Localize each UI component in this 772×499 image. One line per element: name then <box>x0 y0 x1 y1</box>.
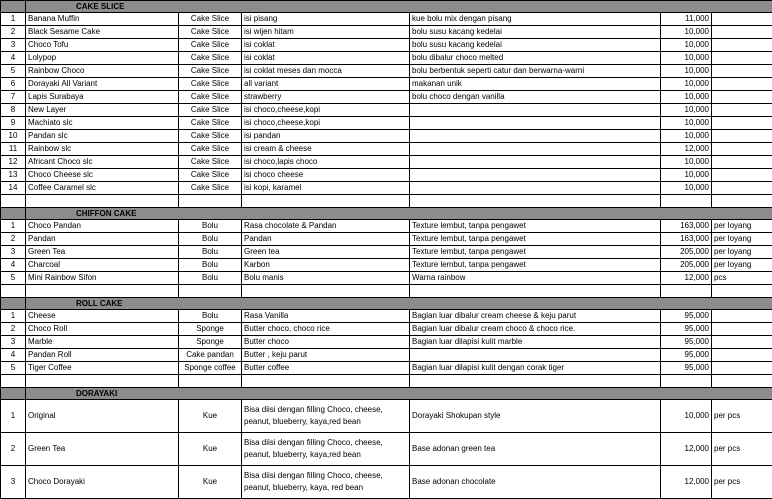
filling-cell: Bisa diisi dengan filling Choco, cheese, peanut, blueberry, kaya, red bean <box>242 466 410 499</box>
table-row <box>1 233 772 246</box>
unit-cell <box>712 323 772 336</box>
no-cell: 5 <box>1 65 26 78</box>
filling-cell: Rasa Vanilla <box>242 310 410 323</box>
description-cell: Texture lembut, tanpa pengawet <box>410 246 661 259</box>
name-cell: Africant Choco slc <box>26 156 179 169</box>
description-cell <box>410 130 661 143</box>
filling-cell: Butter , keju parut <box>242 349 410 362</box>
filling-cell: strawberry <box>242 91 410 104</box>
empty-cell <box>179 285 242 298</box>
name-cell: Choco Pandan <box>26 220 179 233</box>
section-header <box>1 298 772 310</box>
table-row <box>1 130 772 143</box>
filling-cell: isi pisang <box>242 13 410 26</box>
no-cell: 3 <box>1 336 26 349</box>
price-cell: 95,000 <box>661 362 712 375</box>
unit-cell <box>712 91 772 104</box>
price-cell: 205,000 <box>661 259 712 272</box>
name-cell: Original <box>26 400 179 433</box>
description-cell: bolu choco dengan vanilla <box>410 91 661 104</box>
price-cell: 10,000 <box>661 91 712 104</box>
unit-cell <box>712 26 772 39</box>
table-row <box>1 117 772 130</box>
no-cell: 12 <box>1 156 26 169</box>
menu-table-body <box>1 1 772 499</box>
category-cell: Cake Slice <box>179 13 242 26</box>
name-cell: Pandan Roll <box>26 349 179 362</box>
name-cell: Green Tea <box>26 246 179 259</box>
unit-cell: per loyang <box>712 233 772 246</box>
category-cell: Cake Slice <box>179 39 242 52</box>
price-cell: 95,000 <box>661 323 712 336</box>
blank-row <box>1 285 772 298</box>
empty-cell <box>179 375 242 388</box>
filling-cell: isi kopi, karamel <box>242 182 410 195</box>
filling-cell: isi cream & cheese <box>242 143 410 156</box>
name-cell: Pandan <box>26 233 179 246</box>
name-cell: New Layer <box>26 104 179 117</box>
empty-cell <box>661 375 712 388</box>
name-cell: Marble <box>26 336 179 349</box>
price-cell: 163,000 <box>661 220 712 233</box>
filling-cell: isi coklat meses dan mocca <box>242 65 410 78</box>
category-cell: Cake pandan <box>179 349 242 362</box>
category-cell: Cake Slice <box>179 78 242 91</box>
no-cell: 4 <box>1 52 26 65</box>
description-cell <box>410 117 661 130</box>
description-cell: Base adonan chocolate <box>410 466 661 499</box>
description-cell <box>410 104 661 117</box>
no-cell: 3 <box>1 39 26 52</box>
price-cell: 12,000 <box>661 272 712 285</box>
unit-cell <box>712 39 772 52</box>
filling-cell: isi pandan <box>242 130 410 143</box>
category-cell: Bolu <box>179 272 242 285</box>
price-cell: 10,000 <box>661 169 712 182</box>
description-cell: Dorayaki Shokupan style <box>410 400 661 433</box>
price-cell: 95,000 <box>661 349 712 362</box>
table-row <box>1 78 772 91</box>
unit-cell <box>712 117 772 130</box>
category-cell: Cake Slice <box>179 52 242 65</box>
no-cell: 5 <box>1 272 26 285</box>
unit-cell <box>712 13 772 26</box>
table-row <box>1 26 772 39</box>
name-cell: Rainbow Choco <box>26 65 179 78</box>
unit-cell: per pcs <box>712 433 772 466</box>
no-cell: 9 <box>1 117 26 130</box>
description-cell: Bagian luar dilapisi kulit dengan corak tiger <box>410 362 661 375</box>
unit-cell: per pcs <box>712 466 772 499</box>
filling-cell: Pandan <box>242 233 410 246</box>
description-cell: Bagian luar dibalur cream choco & choco rice. <box>410 323 661 336</box>
no-cell: 4 <box>1 259 26 272</box>
description-cell <box>410 143 661 156</box>
description-cell <box>410 169 661 182</box>
empty-cell <box>712 195 772 208</box>
category-cell: Bolu <box>179 310 242 323</box>
filling-cell: isi coklat <box>242 39 410 52</box>
table-row <box>1 13 772 26</box>
unit-cell <box>712 169 772 182</box>
name-cell: Choco Roll <box>26 323 179 336</box>
unit-cell <box>712 143 772 156</box>
no-cell: 13 <box>1 169 26 182</box>
price-cell: 10,000 <box>661 130 712 143</box>
section-header-spacer <box>1 388 26 400</box>
no-cell: 3 <box>1 466 26 499</box>
category-cell: Bolu <box>179 220 242 233</box>
no-cell: 2 <box>1 323 26 336</box>
category-cell: Bolu <box>179 233 242 246</box>
category-cell: Kue <box>179 433 242 466</box>
name-cell: Machiato slc <box>26 117 179 130</box>
name-cell: Rainbow slc <box>26 143 179 156</box>
no-cell: 14 <box>1 182 26 195</box>
name-cell: Charcoal <box>26 259 179 272</box>
no-cell: 11 <box>1 143 26 156</box>
price-cell: 10,000 <box>661 78 712 91</box>
empty-cell <box>242 285 410 298</box>
empty-cell <box>26 285 179 298</box>
unit-cell <box>712 156 772 169</box>
filling-cell: isi choco,cheese,kopi <box>242 104 410 117</box>
category-cell: Cake Slice <box>179 104 242 117</box>
name-cell: Choco Tofu <box>26 39 179 52</box>
category-cell: Sponge <box>179 336 242 349</box>
category-cell: Sponge <box>179 323 242 336</box>
filling-cell: Bolu manis <box>242 272 410 285</box>
category-cell: Kue <box>179 400 242 433</box>
description-cell: Texture lembut, tanpa pengawet <box>410 233 661 246</box>
unit-cell: per loyang <box>712 246 772 259</box>
filling-cell: isi choco,cheese,kopi <box>242 117 410 130</box>
empty-cell <box>410 195 661 208</box>
no-cell: 2 <box>1 433 26 466</box>
table-row <box>1 323 772 336</box>
unit-cell <box>712 310 772 323</box>
no-cell: 3 <box>1 246 26 259</box>
description-cell: Texture lembut, tanpa pengawet <box>410 220 661 233</box>
empty-cell <box>26 195 179 208</box>
category-cell: Sponge coffee <box>179 362 242 375</box>
unit-cell <box>712 349 772 362</box>
description-cell: bolu berbentuk seperti catur dan berwarna-warni <box>410 65 661 78</box>
table-row <box>1 310 772 323</box>
category-cell: Cake Slice <box>179 117 242 130</box>
description-cell: bolu susu kacang kedelai <box>410 39 661 52</box>
empty-cell <box>1 285 26 298</box>
no-cell: 10 <box>1 130 26 143</box>
empty-cell <box>712 375 772 388</box>
empty-cell <box>242 195 410 208</box>
unit-cell <box>712 52 772 65</box>
empty-cell <box>661 285 712 298</box>
section-header <box>1 1 772 13</box>
filling-cell: all variant <box>242 78 410 91</box>
price-cell: 10,000 <box>661 26 712 39</box>
filling-cell: Butter choco <box>242 336 410 349</box>
price-cell: 11,000 <box>661 13 712 26</box>
category-cell: Cake Slice <box>179 169 242 182</box>
price-cell: 10,000 <box>661 104 712 117</box>
table-row <box>1 169 772 182</box>
filling-cell: isi choco,lapis choco <box>242 156 410 169</box>
price-cell: 10,000 <box>661 400 712 433</box>
table-row <box>1 65 772 78</box>
name-cell: Choco Cheese slc <box>26 169 179 182</box>
no-cell: 1 <box>1 400 26 433</box>
category-cell: Cake Slice <box>179 26 242 39</box>
description-cell: bolu susu kacang kedelai <box>410 26 661 39</box>
blank-row <box>1 375 772 388</box>
unit-cell: pcs <box>712 272 772 285</box>
price-cell: 12,000 <box>661 143 712 156</box>
no-cell: 5 <box>1 362 26 375</box>
table-row <box>1 143 772 156</box>
category-cell: Bolu <box>179 246 242 259</box>
name-cell: Coffee Caramel slc <box>26 182 179 195</box>
table-row <box>1 246 772 259</box>
empty-cell <box>661 195 712 208</box>
filling-cell: Green tea <box>242 246 410 259</box>
unit-cell <box>712 362 772 375</box>
name-cell: Mini Rainbow Sifon <box>26 272 179 285</box>
section-header-spacer <box>1 208 26 220</box>
empty-cell <box>26 375 179 388</box>
category-cell: Cake Slice <box>179 91 242 104</box>
no-cell: 2 <box>1 233 26 246</box>
empty-cell <box>1 375 26 388</box>
empty-cell <box>410 285 661 298</box>
section-header <box>1 388 772 400</box>
no-cell: 2 <box>1 26 26 39</box>
table-row <box>1 433 772 466</box>
no-cell: 4 <box>1 349 26 362</box>
unit-cell: per pcs <box>712 400 772 433</box>
table-row <box>1 349 772 362</box>
category-cell: Bolu <box>179 259 242 272</box>
section-header <box>1 208 772 220</box>
table-row <box>1 362 772 375</box>
filling-cell: isi choco cheese <box>242 169 410 182</box>
price-cell: 10,000 <box>661 117 712 130</box>
price-cell: 10,000 <box>661 156 712 169</box>
description-cell: Texture lembut, tanpa pengawet <box>410 259 661 272</box>
table-row <box>1 91 772 104</box>
empty-cell <box>179 195 242 208</box>
no-cell: 8 <box>1 104 26 117</box>
name-cell: Cheese <box>26 310 179 323</box>
price-cell: 163,000 <box>661 233 712 246</box>
description-cell: Bagian luar dibalur cream cheese & keju parut <box>410 310 661 323</box>
unit-cell <box>712 336 772 349</box>
section-title: DORAYAKI <box>26 388 772 400</box>
table-row <box>1 182 772 195</box>
empty-cell <box>410 375 661 388</box>
filling-cell: Butter choco, choco rice <box>242 323 410 336</box>
price-cell: 10,000 <box>661 182 712 195</box>
category-cell: Cake Slice <box>179 130 242 143</box>
category-cell: Cake Slice <box>179 65 242 78</box>
table-row <box>1 220 772 233</box>
table-row <box>1 259 772 272</box>
unit-cell: per loyang <box>712 220 772 233</box>
description-cell <box>410 156 661 169</box>
price-cell: 205,000 <box>661 246 712 259</box>
description-cell: bolu dibalur choco melted <box>410 52 661 65</box>
filling-cell: Bisa diisi dengan filling Choco, cheese, peanut, blueberry, kaya,red bean <box>242 433 410 466</box>
table-row <box>1 156 772 169</box>
section-title: CHIFFON CAKE <box>26 208 772 220</box>
name-cell: Dorayaki All Variant <box>26 78 179 91</box>
filling-cell: Rasa chocolate & Pandan <box>242 220 410 233</box>
name-cell: Lapis Surabaya <box>26 91 179 104</box>
table-row <box>1 272 772 285</box>
no-cell: 7 <box>1 91 26 104</box>
price-cell: 10,000 <box>661 39 712 52</box>
no-cell: 1 <box>1 13 26 26</box>
unit-cell <box>712 182 772 195</box>
empty-cell <box>1 195 26 208</box>
description-cell <box>410 349 661 362</box>
price-cell: 10,000 <box>661 52 712 65</box>
no-cell: 6 <box>1 78 26 91</box>
description-cell: Base adonan green tea <box>410 433 661 466</box>
name-cell: Pandan slc <box>26 130 179 143</box>
description-cell: makanan unik <box>410 78 661 91</box>
table-row <box>1 466 772 499</box>
filling-cell: isi coklat <box>242 52 410 65</box>
section-title: CAKE SLICE <box>26 1 772 13</box>
name-cell: Tiger Coffee <box>26 362 179 375</box>
price-cell: 12,000 <box>661 466 712 499</box>
category-cell: Cake Slice <box>179 143 242 156</box>
unit-cell <box>712 104 772 117</box>
price-cell: 95,000 <box>661 336 712 349</box>
category-cell: Cake Slice <box>179 156 242 169</box>
no-cell: 1 <box>1 310 26 323</box>
filling-cell: isi wijen hitam <box>242 26 410 39</box>
unit-cell <box>712 130 772 143</box>
name-cell: Banana Muffin <box>26 13 179 26</box>
name-cell: Choco Dorayaki <box>26 466 179 499</box>
name-cell: Black Sesame Cake <box>26 26 179 39</box>
filling-cell: Karbon <box>242 259 410 272</box>
filling-cell: Bisa diisi dengan filling Choco, cheese, peanut, blueberry, kaya,red bean <box>242 400 410 433</box>
unit-cell: per loyang <box>712 259 772 272</box>
price-cell: 95,000 <box>661 310 712 323</box>
section-header-spacer <box>1 298 26 310</box>
category-cell: Kue <box>179 466 242 499</box>
table-row <box>1 104 772 117</box>
category-cell: Cake Slice <box>179 182 242 195</box>
description-cell: Bagian luar dilapisi kulit marble <box>410 336 661 349</box>
price-cell: 12,000 <box>661 433 712 466</box>
section-title: ROLL CAKE <box>26 298 772 310</box>
table-row <box>1 400 772 433</box>
section-header-spacer <box>1 1 26 13</box>
empty-cell <box>712 285 772 298</box>
unit-cell <box>712 65 772 78</box>
table-row <box>1 336 772 349</box>
no-cell: 1 <box>1 220 26 233</box>
description-cell <box>410 182 661 195</box>
price-cell: 10,000 <box>661 65 712 78</box>
table-row <box>1 39 772 52</box>
name-cell: Lolypop <box>26 52 179 65</box>
unit-cell <box>712 78 772 91</box>
empty-cell <box>242 375 410 388</box>
table-row <box>1 52 772 65</box>
description-cell: kue bolu mix dengan pisang <box>410 13 661 26</box>
filling-cell: Butter coffee <box>242 362 410 375</box>
description-cell: Warna rainbow <box>410 272 661 285</box>
name-cell: Green Tea <box>26 433 179 466</box>
blank-row <box>1 195 772 208</box>
